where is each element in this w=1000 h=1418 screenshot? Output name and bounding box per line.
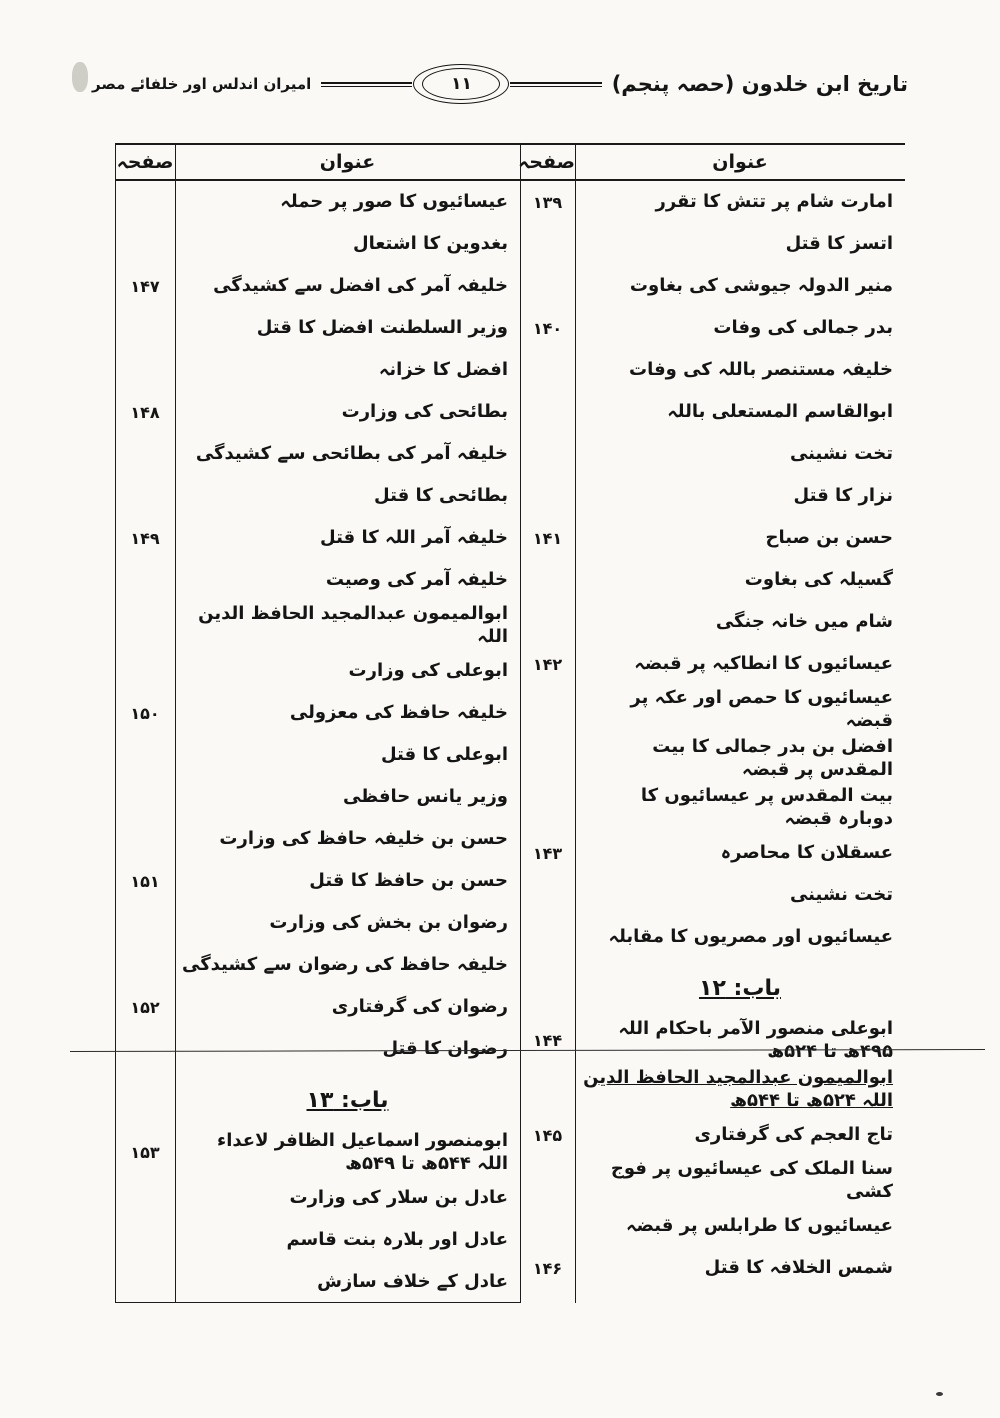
page-subtitle: امیران اندلس اور خلفائے مصر [92,75,312,93]
entry-title: خلیفہ آمر کی بطائحی سے کشیدگی [195,442,508,464]
toc-row [520,265,905,307]
header-title-right: عنوان [712,151,768,173]
entry-title: عیسائیوں کا طرابلس پر قبضہ [625,1214,893,1236]
entry-title: بغدوین کا اشتعال [353,232,508,254]
header-page-right: صفحہ [518,151,575,173]
entry-page-number: ۱۴۳ [532,843,563,863]
page-header [92,68,908,100]
entry-title: خلیفہ مستنصر باللہ کی وفات [629,358,893,380]
header-page-left: صفحہ [116,151,174,173]
chapter-heading: باب: ۱۲ [699,976,781,1002]
entry-title: شام میں خانہ جنگی [715,610,893,632]
toc-row [520,1016,905,1065]
entry-title: تاج العجم کی گرفتاری [694,1123,893,1145]
entry-page-number: ۱۴۰ [532,318,563,338]
toc-row [520,1247,905,1289]
toc-right-column [520,181,905,1289]
entry-title: خلیفہ آمر کی وصیت [325,568,508,590]
entry-title: عسقلان کا محاصرہ [720,841,893,863]
toc-row [520,223,905,265]
entry-title: بدر جمالی کی وفات [713,316,893,338]
entry-title: افضل کا خزانہ [378,358,508,380]
toc-row [520,307,905,349]
page-number: ۱۱ [451,74,472,94]
toc-column-headers [115,143,905,181]
entry-title: عیسائیوں کا حمص اور عکہ پر قبضہ [630,687,893,731]
toc-table [115,143,905,1303]
entry-title: تخت نشینی [789,883,893,905]
entry-title: بطائحی کی وزارت [341,400,508,422]
entry-page-number: ۱۴۹ [130,528,160,548]
toc-row [520,559,905,601]
entry-title: ابوعلی کی وزارت [348,659,508,681]
entry-page-number: ۱۵۱ [130,871,160,891]
toc-row [520,181,905,223]
entry-title: اتسز کا قتل [785,232,893,254]
header-title-left: عنوان [319,151,376,173]
toc-row [520,643,905,685]
entry-title: بیت المقدس پر عیسائیوں کا دوبارہ قبضہ [640,785,893,829]
entry-title: شمس الخلافہ کا قتل [704,1256,893,1278]
entry-page-number: ۱۴۱ [532,528,563,548]
entry-page-number: ۱۴۵ [532,1125,563,1145]
page-number-cartouche [422,68,500,100]
toc-row [520,391,905,433]
entry-title: عادل بن سلار کی وزارت [289,1186,508,1208]
header-rule-right [510,82,601,87]
toc-row [520,1205,905,1247]
toc-row [520,517,905,559]
table-border-bottom [115,1302,521,1303]
entry-title: سنا الملک کی عیسائیوں پر فوج کشی [610,1158,893,1202]
entry-page-number: ۱۴۶ [532,1258,563,1278]
entry-title: ابوالقاسم المستعلی باللہ [667,400,893,422]
entry-page-number: ۱۵۳ [130,1143,160,1162]
entry-title: بطائحی کا قتل [374,484,508,506]
toc-row [520,1156,905,1205]
entry-title: رضوان کا قتل [382,1037,508,1059]
entry-title: تخت نشینی [789,442,893,464]
entry-title: خلیفہ آمر کی افضل سے کشیدگی [213,274,508,296]
toc-row [520,916,905,958]
scan-smudge [72,62,88,92]
entry-page-number: ۱۴۷ [130,276,160,296]
entry-title: رضوان بن بخش کی وزارت [269,911,508,933]
table-rule-right-page-divider [575,143,576,1303]
entry-page-number: ۱۴۲ [532,654,563,674]
entry-title: ابوعلی کا قتل [380,743,508,765]
toc-row [520,734,905,783]
toc-row [520,349,905,391]
entry-title: افضل بن بدر جمالی کا بیت المقدس پر قبضہ [652,736,893,780]
entry-title: عادل کے خلاف سازش [317,1270,508,1292]
toc-row [520,874,905,916]
table-rule-left-page-divider [175,143,176,1303]
entry-page-number: ۱۳۹ [532,192,563,212]
entry-title: ابوعلی منصور الآمر باحکام اللہ ۴۹۵ھ تا ۵۲۴ھ [618,1018,893,1062]
entry-page-number: ۱۵۲ [130,997,160,1017]
toc-body [115,181,905,1303]
entry-title: امارت شام پر تتش کا تقرر [655,190,893,212]
chapter-heading: باب: ۱۳ [306,1088,389,1114]
entry-title: ابوالمیمون عبدالمجید الحافظ الدین اللہ [198,603,508,647]
toc-row [520,685,905,734]
entry-title: عیسائیوں اور مصریوں کا مقابلہ [608,925,893,947]
entry-title: ابومنصور اسماعیل الظافر لاعداء اللہ ۵۴۴ھ تا ۵۴۹ھ [217,1130,508,1174]
entry-title: عیسائیوں کا انطاکیہ پر قبضہ [634,652,893,674]
table-border-outer-left [115,143,116,1303]
entry-title: عیسائیوں کا صور پر حملہ [280,190,508,212]
entry-title: نزار کا قتل [793,484,893,506]
toc-row [520,832,905,874]
entry-title: رضوان کی گرفتاری [331,995,508,1017]
toc-row [520,783,905,832]
entry-title: ابوالمیمون عبدالمجید الحافظ الدین اللہ ۵۲۴ھ تا ۵۴۴ھ [583,1067,893,1111]
toc-row [520,601,905,643]
entry-title: منیر الدولہ جیوشی کی بغاوت [629,274,893,296]
entry-title: وزیر السلطنت افضل کا قتل [256,316,508,338]
entry-title: خلیفہ حافظ کی رضوان سے کشیدگی [181,953,508,975]
toc-chapter-row [520,958,905,1016]
entry-title: عادل اور بلارہ بنت قاسم [286,1228,508,1250]
entry-title: خلیفہ حافظ کی معزولی [289,701,508,723]
entry-title: گسیلہ کی بغاوت [744,568,893,590]
toc-row [520,1065,905,1114]
entry-title: حسن بن صباح [765,526,893,548]
header-rule-left [321,82,412,87]
entry-page-number: ۱۴۴ [532,1031,563,1050]
book-title: تاریخ ابن خلدون (حصہ پنجم) [611,72,908,96]
entry-page-number: ۱۵۰ [130,703,160,723]
entry-title: خلیفہ آمر اللہ کا قتل [320,526,508,548]
entry-page-number: ۱۴۸ [130,402,160,422]
table-rule-center-divider [520,143,521,1303]
entry-title: وزیر یانس حافظی [342,785,508,807]
toc-row [520,475,905,517]
entry-title: حسن بن خلیفہ حافظ کی وزارت [219,827,508,849]
entry-title: حسن بن حافظ کا قتل [309,869,508,891]
toc-row [520,1114,905,1156]
toc-row [520,433,905,475]
scan-noise-dot [936,1392,943,1396]
